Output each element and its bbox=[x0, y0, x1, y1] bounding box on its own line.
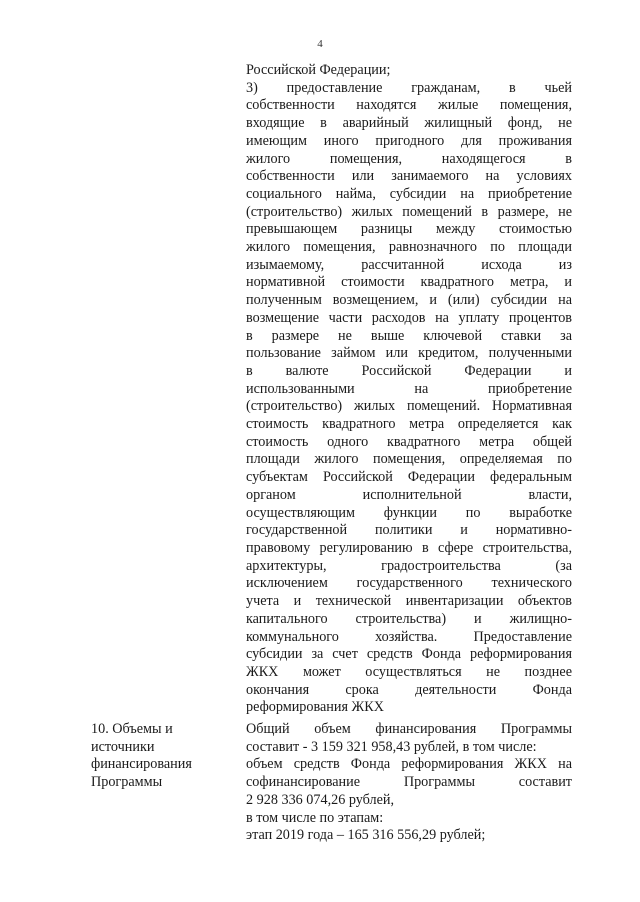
text-line: окончания срока деятельности Фонда bbox=[246, 681, 572, 698]
text-line: входящие в аварийный жилищный фонд, не bbox=[246, 115, 572, 132]
text-line: изымаемому, рассчитанной исхода из bbox=[246, 256, 572, 273]
text-line: ЖКХ может осуществляться не позднее bbox=[246, 663, 572, 680]
text-line: нормативной стоимости квадратного метра, и bbox=[246, 274, 572, 291]
text-line: исключением государственного технического bbox=[246, 575, 572, 592]
heading-line: Программы bbox=[91, 774, 163, 791]
text-line: использованными на приобретение bbox=[246, 380, 572, 397]
text-line: площади жилого помещения, определяемая по bbox=[246, 451, 572, 468]
text-line: 2 928 336 074,26 рублей, bbox=[246, 791, 395, 808]
text-line: софинансирование Программы составит bbox=[246, 774, 572, 791]
text-line: Общий объем финансирования Программы bbox=[246, 721, 572, 737]
text-line: органом исполнительной власти, bbox=[246, 486, 572, 503]
text-line: стоимость одного квадратного метра общей bbox=[246, 433, 572, 450]
text-line: жилого помещения, равнозначного по площади bbox=[246, 239, 572, 256]
text-line: пользование займом или кредитом, полученными bbox=[246, 345, 572, 362]
text-line: превышающем разницы между стоимостью bbox=[246, 221, 572, 238]
heading-line: источники bbox=[91, 738, 155, 755]
text-line: стоимость квадратного метра определяется как bbox=[246, 416, 572, 433]
text-line: архитектуры, градостроительства (за bbox=[246, 557, 572, 574]
text-line: жилого помещения, находящегося в bbox=[246, 150, 572, 167]
heading-line: финансирования bbox=[91, 756, 192, 773]
text-line: учета и технической инвентаризации объектов bbox=[246, 593, 572, 610]
text-line: капитального строительства) и жилищно- bbox=[246, 610, 572, 627]
text-line: этап 2019 года – 165 316 556,29 рублей; bbox=[246, 827, 486, 844]
text-line: (строительство) жилых помещений. Нормативная bbox=[246, 398, 572, 415]
section-10-heading bbox=[91, 721, 231, 792]
text-line: государственной политики и нормативно- bbox=[246, 522, 572, 539]
text-line: субсидии за счет средств Фонда реформирования bbox=[246, 646, 572, 663]
text-line: имеющим иного пригодного для проживания bbox=[246, 132, 572, 149]
text-line: в том числе по этапам: bbox=[246, 809, 384, 826]
text-line: субъектам Российской Федерации федеральным bbox=[246, 469, 572, 486]
text-line: в валюте Российской Федерации и bbox=[246, 362, 572, 379]
text-line: 3) предоставление гражданам, в чьей bbox=[246, 79, 572, 96]
text-line: объем средств Фонда реформирования ЖКХ на bbox=[246, 756, 572, 773]
section-10-financing-text bbox=[246, 721, 572, 845]
text-line: собственности или занимаемого на условиях bbox=[246, 168, 572, 185]
text-line: осуществляющим функции по выработке bbox=[246, 504, 572, 521]
text-line: собственности находятся жилые помещения, bbox=[246, 97, 572, 114]
text-line: реформирования ЖКХ bbox=[246, 699, 384, 716]
text-line: в размере не выше ключевой ставки за bbox=[246, 327, 572, 344]
text-line: составит - 3 159 321 958,43 рублей, в том числе: bbox=[246, 738, 537, 755]
text-line: Российской Федерации; bbox=[246, 62, 391, 78]
text-line: возмещение части расходов на уплату процентов bbox=[246, 309, 572, 326]
text-line: (строительство) жилых помещений в размере, не bbox=[246, 203, 572, 220]
subsidy-provision-text bbox=[246, 62, 572, 717]
text-line: социального найма, субсидии на приобретение bbox=[246, 185, 572, 202]
page-number: 4 bbox=[317, 38, 323, 50]
heading-line: 10. Объемы и bbox=[91, 721, 173, 737]
text-line: правовому регулированию в сфере строительства, bbox=[246, 539, 572, 556]
text-line: полученным возмещением, и (или) субсидии на bbox=[246, 292, 572, 309]
text-line: коммунального хозяйства. Предоставление bbox=[246, 628, 572, 645]
